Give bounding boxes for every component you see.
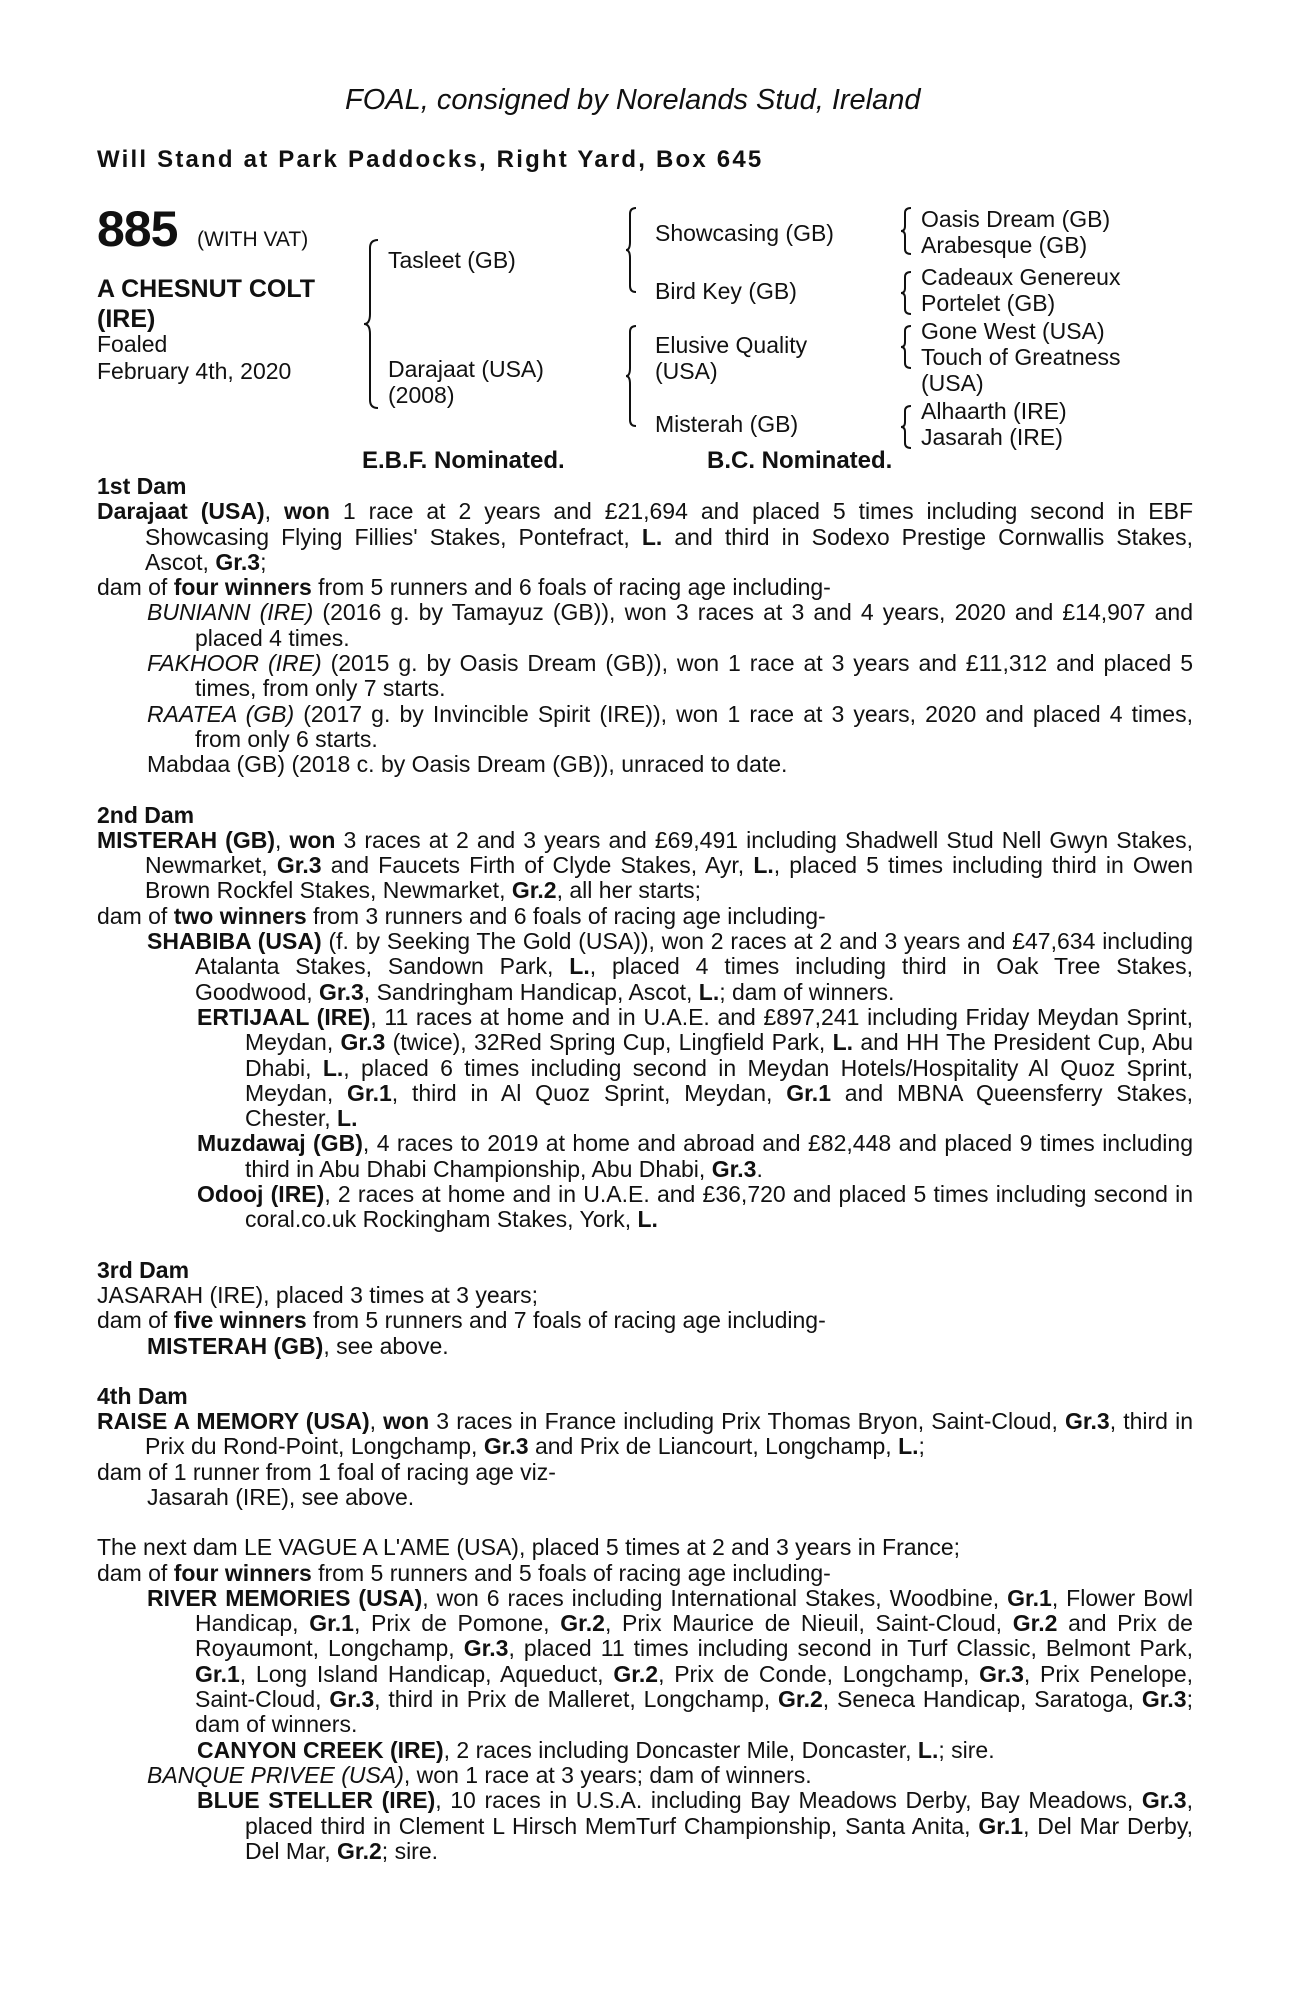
pedigree-dds: Alhaarth (IRE) [921, 398, 1067, 424]
third-dam-heading: 3rd Dam [97, 1256, 190, 1283]
progeny-name: BUNIANN (IRE) [147, 599, 314, 626]
foaled-label: Foaled [97, 331, 168, 357]
pedigree-ssd: Arabesque (GB) [921, 232, 1088, 258]
pedigree-sdd: Portelet (GB) [921, 290, 1056, 316]
progeny-name: BANQUE PRIVEE (USA) [147, 1761, 404, 1788]
lot-title-line1: A CHESNUT COLT [97, 275, 316, 303]
foaled-date [97, 331, 291, 385]
first-dam-text-3: ; [260, 548, 267, 575]
pedigree-sire-dam: Bird Key (GB) [655, 278, 797, 304]
progeny-raatea [97, 702, 1193, 753]
progeny-name: CANYON CREEK (IRE) [197, 1736, 444, 1763]
pedigree-ddd: Jasarah (IRE) [921, 424, 1063, 450]
lot-title-line2: (IRE) [97, 305, 156, 333]
first-dam-text-1: 1 race at 2 years and £21,694 and placed 5 times including second in EBF Showcasing Flying Fillies' Stakes, Pontefract, [145, 498, 1193, 550]
ebf-nomination: E.B.F. Nominated. [362, 447, 565, 474]
third-dam-produce-summary: dam of five winners from 5 runners and 7 foals of racing age including- [97, 1307, 826, 1334]
pedigree-brace-dd [899, 404, 913, 450]
second-dam-produce-summary: dam of two winners from 3 runners and 6 foals of racing age including- [97, 902, 826, 929]
progeny-muzdawaj: Muzdawaj (GB), 4 races to 2019 at home and abroad and £82,448 and placed 9 times including third in Abu Dhabi Championship, Abu Dhabi, Gr.3. [197, 1130, 1193, 1182]
progeny-name: Muzdawaj (GB) [197, 1130, 363, 1157]
pedigree-brace-ss [899, 206, 913, 256]
foaled-value: February 4th, 2020 [97, 358, 292, 384]
pedigree-sds: Cadeaux Genereux [921, 264, 1121, 290]
pedigree-brace-sire [624, 206, 638, 294]
bc-nomination: B.C. Nominated. [707, 447, 893, 474]
progeny-banque-privee: BANQUE PRIVEE (USA), won 1 race at 3 years; dam of winners. [147, 1761, 812, 1788]
progeny-mabdaa: Mabdaa (GB) (2018 c. by Oasis Dream (GB)), unraced to date. [147, 751, 788, 778]
progeny-river-memories: RIVER MEMORIES (USA), won 6 races including International Stakes, Woodbine, Gr.1, Flower Bowl Handicap, Gr.1, Prix de Pomone, Gr.2, Prix Maurice de Nieuil, Saint-Cloud, Gr.2 and Prix de Royaumont, Longchamp, Gr.3, placed 11 times including second in Turf Classic, Belmont Park, Gr.1, Long Island Handicap, Aqueduct, Gr.2, Prix de Conde, Longchamp, Gr.3, Prix Penelope, Saint-Cloud, Gr.3, third in Prix de Malleret, Longchamp, Gr.2, Seneca Handicap, Saratoga, Gr.3; dam of winners. [147, 1584, 1194, 1738]
progeny-odooj: Odooj (IRE), 2 races at home and in U.A.E. and £36,720 and placed 5 times including second in coral.co.uk Rockingham Stakes, York, L. [197, 1181, 1193, 1233]
progeny-jasarah: Jasarah (IRE), see above. [147, 1483, 415, 1510]
first-dam-text-2: and third in Sodexo Prestige Cornwallis Stakes, Ascot, [145, 523, 1193, 575]
stand-location: Will Stand at Park Paddocks, Right Yard, Box 645 [97, 146, 764, 173]
fourth-dam-record: RAISE A MEMORY (USA), won 3 races in France including Prix Thomas Bryon, Saint-Cloud, Gr.3, third in Prix du Rond-Point, Longchamp, Gr.3 and Prix de Liancourt, Longchamp, L.; [97, 1408, 1193, 1460]
second-dam-record: MISTERAH (GB), won 3 races at 2 and 3 years and £69,491 including Shadwell Stud Nell Gwyn Stakes, Newmarket, Gr.3 and Faucets Firth of Clyde Stakes, Ayr, L., placed 5 times including third in Owen Brown Rockfel Stakes, Newmarket, Gr.2, all her starts; [97, 826, 1193, 904]
progeny-name: Odooj (IRE) [197, 1181, 325, 1208]
progeny-name: BLUE STELLER (IRE) [197, 1787, 436, 1814]
first-dam-produce-summary: dam of four winners from 5 runners and 6 foals of racing age including- [97, 574, 831, 601]
lot-title [97, 274, 315, 334]
pedigree-dsd-2: (USA) [921, 370, 984, 396]
first-dam-listed-1: L. [641, 523, 663, 550]
progeny-name: SHABIBA (USA) [147, 928, 322, 955]
next-dam-record: The next dam LE VAGUE A L'AME (USA), placed 5 times at 2 and 3 years in France; [97, 1534, 961, 1561]
progeny-name: MISTERAH (GB) [147, 1332, 324, 1359]
catalogue-body [97, 474, 1193, 1864]
progeny-shabiba: SHABIBA (USA) (f. by Seeking The Gold (USA)), won 2 races at 2 and 3 years and £47,634 including Atalanta Stakes, Sandown Park, L., placed 4 times including third in Oak Tree Stakes, Goodwood, Gr.3, Sandringham Handicap, Ascot, L.; dam of winners. [147, 928, 1193, 1005]
first-dam-heading: 1st Dam [97, 473, 187, 499]
progeny-text: (2016 g. by Tamayuz (GB)), won 3 races at 3 and 4 years, 2020 and £14,907 and placed 4 times. [195, 599, 1193, 651]
fourth-dam-heading: 4th Dam [97, 1382, 188, 1409]
third-dam-record: JASARAH (IRE), placed 3 times at 3 years; [97, 1281, 538, 1308]
pedigree-dss: Gone West (USA) [921, 318, 1105, 344]
progeny-ertijaal: ERTIJAAL (IRE), 11 races at home and in U.A.E. and £897,241 including Friday Meydan Sprint, Meydan, Gr.3 (twice), 32Red Spring Cup, Lingfield Park, L. and HH The President Cup, Abu Dhabi, L., placed 6 times including second in Meydan Hotels/Hospitality Al Quoz Sprint, Meydan, Gr.1, third in Al Quoz Sprint, Meydan, Gr.1 and MBNA Queensferry Stakes, Chester, L. [197, 1003, 1194, 1132]
fourth-dam-name: RAISE A MEMORY (USA) [97, 1408, 370, 1435]
pedigree-dsd: Touch of Greatness [921, 344, 1121, 370]
first-dam-name: Darajaat (USA) [97, 498, 265, 525]
pedigree-dam-year: (2008) [388, 382, 455, 408]
lot-number: 885 [97, 201, 178, 257]
fourth-dam-produce-summary: dam of 1 runner from 1 foal of racing age viz- [97, 1458, 556, 1485]
pedigree-brace-dam [624, 324, 638, 428]
pedigree-sire: Tasleet (GB) [388, 247, 516, 273]
vat-note: (WITH VAT) [197, 228, 309, 251]
pedigree-brace-main [362, 238, 380, 410]
next-dam-produce-summary: dam of four winners from 5 runners and 5 foals of racing age including- [97, 1559, 831, 1586]
progeny-buniann [97, 600, 1193, 651]
second-dam-name: MISTERAH (GB) [97, 826, 275, 853]
pedigree-sire-sire: Showcasing (GB) [655, 220, 834, 246]
progeny-name: ERTIJAAL (IRE) [197, 1003, 371, 1030]
pedigree-sss: Oasis Dream (GB) [921, 206, 1111, 232]
first-dam-record: Darajaat (USA), won 1 race at 2 years and £21,694 and placed 5 times including second in EBF Showcasing Flying Fillies' Stakes, Pontefract, L. and third in Sodexo Prestige Cornwallis Stakes, Ascot, Gr.3; [97, 498, 1193, 575]
pedigree-dam-dam: Misterah (GB) [655, 411, 799, 437]
progeny-text: (2015 g. by Oasis Dream (GB)), won 1 race at 3 years and £11,312 and placed 5 times, from only 7 starts. [195, 650, 1193, 702]
progeny-text: (2017 g. by Invincible Spirit (IRE)), won 1 race at 3 years, 2020 and placed 4 times, from only 6 starts. [195, 700, 1193, 752]
pedigree-dam-sire-2: (USA) [655, 358, 718, 384]
progeny-blue-steller: BLUE STELLER (IRE), 10 races in U.S.A. including Bay Meadows Derby, Bay Meadows, Gr.3, placed third in Clement L Hirsch MemTurf Championship, Santa Anita, Gr.1, Del Mar Derby, Del Mar, Gr.2; sire. [197, 1787, 1193, 1864]
progeny-misterah: MISTERAH (GB), see above. [147, 1332, 449, 1359]
pedigree-dam: Darajaat (USA) [388, 356, 544, 382]
first-dam-won: won [283, 498, 330, 525]
consignment-line: FOAL, consigned by Norelands Stud, Ireland [345, 84, 921, 116]
progeny-name: RIVER MEMORIES (USA) [147, 1584, 423, 1611]
first-dam-winners: four winners [173, 574, 312, 601]
progeny-name: FAKHOOR (IRE) [147, 650, 322, 677]
first-dam-group-1: Gr.3 [215, 548, 261, 575]
progeny-canyon-creek: CANYON CREEK (IRE), 2 races including Doncaster Mile, Doncaster, L.; sire. [197, 1736, 995, 1763]
pedigree-dam-sire: Elusive Quality [655, 332, 808, 358]
pedigree-brace-sd [899, 270, 913, 316]
progeny-fakhoor [97, 651, 1193, 702]
progeny-name: RAATEA (GB) [147, 700, 295, 727]
second-dam-heading: 2nd Dam [97, 801, 195, 828]
pedigree-brace-ds [899, 324, 913, 370]
